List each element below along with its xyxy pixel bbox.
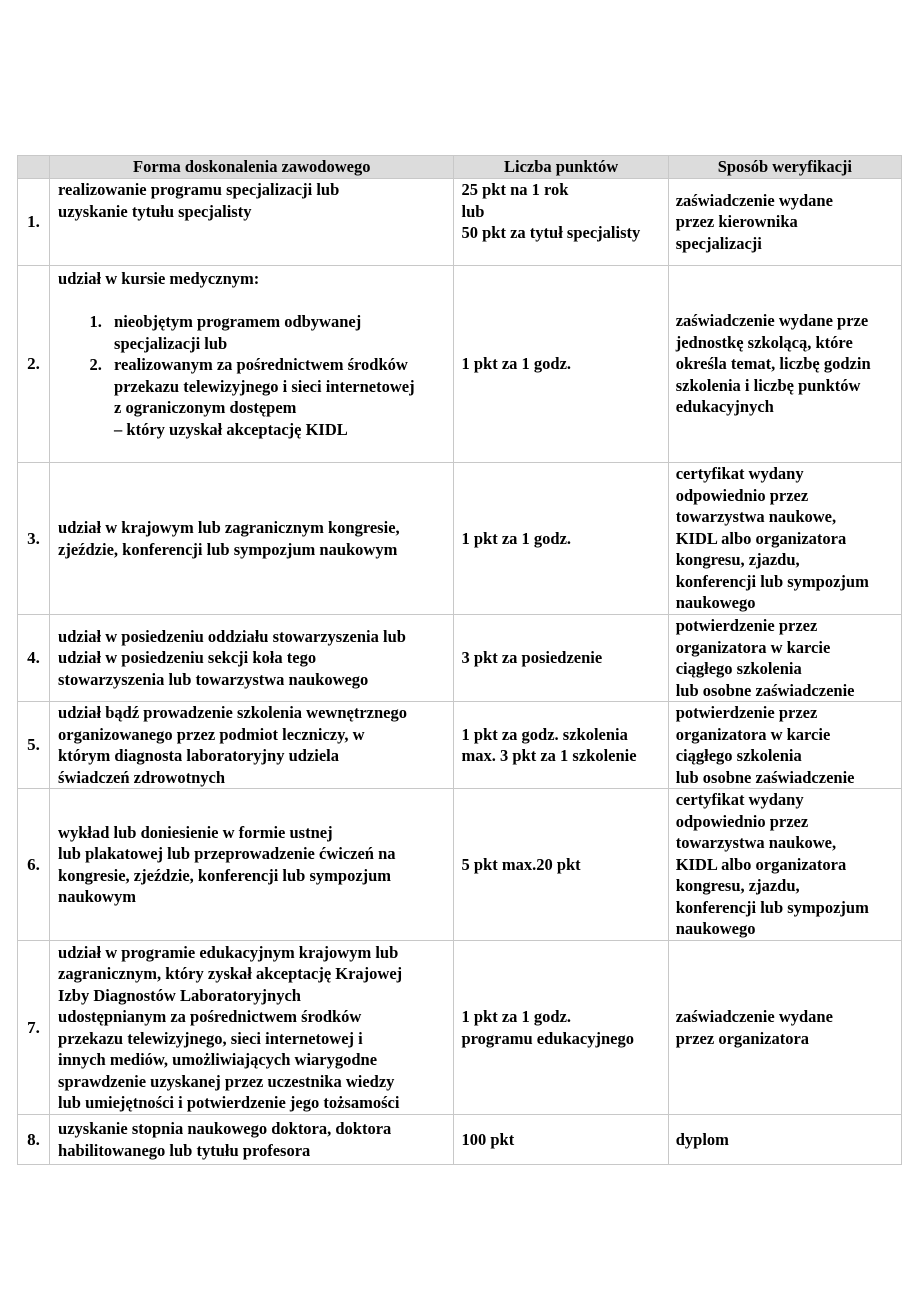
row-form bbox=[50, 179, 454, 266]
form-line: stowarzyszenia lub towarzystwa naukowego bbox=[58, 669, 369, 689]
verification-line: KIDL albo organizatora bbox=[675, 854, 847, 874]
form-line: realizowanie programu specjalizacji lub bbox=[58, 180, 340, 199]
verification-line: organizatora w karcie bbox=[675, 637, 831, 657]
header-form: Forma doskonalenia zawodowego bbox=[50, 156, 454, 179]
verification-line: kongresu, zjazdu, bbox=[675, 876, 800, 896]
verification-line: przez kierownika bbox=[675, 212, 798, 232]
points-line: 3 pkt za posiedzenie bbox=[461, 648, 603, 668]
verification-line: zaświadczenie wydane prze bbox=[675, 311, 869, 331]
form-line: udostępnianym za pośrednictwem środków bbox=[58, 1007, 362, 1026]
verification-line: lub osobne zaświadczenie bbox=[675, 680, 855, 700]
form-tail: – który uzyskał akceptację KIDL bbox=[114, 419, 348, 439]
row-form bbox=[50, 1115, 454, 1165]
table-row bbox=[18, 615, 902, 702]
form-line: udział w krajowym lub zagranicznym kongresie, bbox=[58, 518, 400, 537]
form-line: uzyskanie stopnia naukowego doktora, doktora bbox=[58, 1119, 392, 1138]
verification-line: organizatora w karcie bbox=[675, 724, 831, 744]
verification-line: konferencji lub sympozjum bbox=[675, 571, 869, 591]
form-line: którym diagnosta laboratoryjny udziela bbox=[58, 746, 339, 765]
verification-line: zaświadczenie wydane bbox=[675, 1007, 833, 1026]
points-line: lub bbox=[461, 201, 485, 221]
verification-line: towarzystwa naukowe, bbox=[675, 833, 837, 853]
verification-line: lub osobne zaświadczenie bbox=[675, 767, 855, 787]
verification-line: ciągłego szkolenia bbox=[675, 746, 802, 765]
row-verification bbox=[668, 266, 901, 463]
row-points bbox=[454, 789, 668, 941]
verification-line: szkolenia i liczbę punktów bbox=[675, 375, 861, 395]
table-row bbox=[18, 1115, 902, 1165]
form-line: udział w posiedzeniu sekcji koła tego bbox=[58, 648, 317, 668]
row-verification bbox=[668, 179, 901, 266]
form-line: udział w posiedzeniu oddziału stowarzyszenia lub bbox=[58, 626, 406, 646]
row-points bbox=[454, 615, 668, 702]
form-line: organizowanego przez podmiot leczniczy, w bbox=[58, 724, 365, 744]
points-line: max. 3 pkt za 1 szkolenie bbox=[461, 746, 637, 765]
row-number: 5. bbox=[18, 702, 50, 789]
verification-line: specjalizacji bbox=[675, 233, 762, 253]
row-number: 3. bbox=[18, 463, 50, 615]
row-number: 2. bbox=[18, 266, 50, 463]
verification-line: towarzystwa naukowe, bbox=[675, 507, 837, 527]
row-points bbox=[454, 941, 668, 1115]
form-line: udział bądź prowadzenie szkolenia wewnętrznego bbox=[58, 703, 407, 722]
row-number: 4. bbox=[18, 615, 50, 702]
verification-line: potwierdzenie przez bbox=[675, 616, 818, 635]
row-verification bbox=[668, 941, 901, 1115]
verification-line: KIDL albo organizatora bbox=[675, 528, 847, 548]
row-number: 6. bbox=[18, 789, 50, 941]
row-form bbox=[50, 615, 454, 702]
row-number: 8. bbox=[18, 1115, 50, 1165]
verification-line: potwierdzenie przez bbox=[675, 703, 818, 722]
row-verification bbox=[668, 789, 901, 941]
verification-line: jednostkę szkolącą, które bbox=[675, 332, 853, 352]
row-form bbox=[50, 789, 454, 941]
table-row bbox=[18, 266, 902, 463]
list-item: 1. nieobjętym programem odbywanej specjalizacji lub bbox=[106, 311, 449, 354]
row-verification bbox=[668, 1115, 901, 1165]
verification-line: naukowego bbox=[675, 919, 756, 939]
row-points bbox=[454, 266, 668, 463]
row-verification bbox=[668, 702, 901, 789]
row-verification bbox=[668, 463, 901, 615]
verification-line: konferencji lub sympozjum bbox=[675, 897, 869, 917]
form-line: zjeździe, konferencji lub sympozjum naukowym bbox=[58, 539, 398, 559]
form-line: uzyskanie tytułu specjalisty bbox=[58, 201, 252, 221]
verification-line: edukacyjnych bbox=[675, 397, 774, 417]
form-line: świadczeń zdrowotnych bbox=[58, 767, 226, 787]
table-row bbox=[18, 463, 902, 615]
points-line: 1 pkt za 1 godz. bbox=[461, 1007, 572, 1026]
table-header-row bbox=[18, 156, 902, 179]
points-line: 50 pkt za tytuł specjalisty bbox=[461, 223, 641, 242]
points-line: 25 pkt na 1 rok bbox=[461, 180, 569, 199]
row-form bbox=[50, 463, 454, 615]
header-number bbox=[18, 156, 50, 179]
table-row bbox=[18, 702, 902, 789]
training-points-table bbox=[17, 155, 902, 1165]
table-row bbox=[18, 789, 902, 941]
row-number: 1. bbox=[18, 179, 50, 266]
form-line: lub plakatowej lub przeprowadzenie ćwiczeń na bbox=[58, 844, 396, 863]
points-line: 1 pkt za 1 godz. bbox=[461, 354, 572, 374]
verification-line: certyfikat wydany bbox=[675, 790, 804, 810]
form-line: lub umiejętności i potwierdzenie jego tożsamości bbox=[58, 1093, 400, 1112]
verification-line: odpowiednio przez bbox=[675, 811, 809, 831]
form-line: innych mediów, umożliwiających wiarygodne bbox=[58, 1050, 378, 1069]
row-number: 7. bbox=[18, 941, 50, 1115]
row-verification bbox=[668, 615, 901, 702]
verification-line: dyplom bbox=[675, 1129, 729, 1149]
form-intro: udział w kursie medycznym: bbox=[58, 269, 260, 288]
form-line: wykład lub doniesienie w formie ustnej bbox=[58, 822, 333, 842]
table-row bbox=[18, 941, 902, 1115]
header-verification: Sposób weryfikacji bbox=[668, 156, 901, 179]
verification-line: ciągłego szkolenia bbox=[675, 659, 802, 678]
verification-line: odpowiednio przez bbox=[675, 485, 809, 505]
verification-line: zaświadczenie wydane bbox=[675, 190, 833, 210]
form-line: sprawdzenie uzyskanej przez uczestnika wiedzy bbox=[58, 1071, 395, 1091]
verification-line: naukowego bbox=[675, 593, 756, 613]
row-points bbox=[454, 463, 668, 615]
row-points bbox=[454, 179, 668, 266]
row-form bbox=[50, 702, 454, 789]
form-line: habilitowanego lub tytułu profesora bbox=[58, 1140, 311, 1160]
verification-line: kongresu, zjazdu, bbox=[675, 550, 800, 570]
form-line: Izby Diagnostów Laboratoryjnych bbox=[58, 985, 301, 1005]
form-line: naukowym bbox=[58, 887, 136, 906]
row-points bbox=[454, 1115, 668, 1165]
form-line: zagranicznym, który zyskał akceptację Krajowej bbox=[58, 964, 403, 983]
points-line: 100 pkt bbox=[461, 1129, 515, 1149]
table-row bbox=[18, 179, 902, 266]
row-form bbox=[50, 941, 454, 1115]
row-points bbox=[454, 702, 668, 789]
form-line: kongresie, zjeździe, konferencji lub sympozjum bbox=[58, 865, 392, 885]
points-line: 5 pkt max.20 pkt bbox=[461, 854, 581, 874]
points-line: 1 pkt za 1 godz. bbox=[461, 528, 572, 548]
row-form bbox=[50, 266, 454, 463]
points-line: 1 pkt za godz. szkolenia bbox=[461, 724, 628, 744]
points-line: programu edukacyjnego bbox=[461, 1028, 634, 1048]
form-line: przekazu telewizyjnego, sieci internetowej i bbox=[58, 1028, 363, 1048]
header-points: Liczba punktów bbox=[454, 156, 668, 179]
verification-line: określa temat, liczbę godzin bbox=[675, 354, 871, 374]
form-line: udział w programie edukacyjnym krajowym lub bbox=[58, 942, 399, 962]
course-type-list bbox=[58, 311, 449, 419]
verification-line: przez organizatora bbox=[675, 1028, 810, 1048]
verification-line: certyfikat wydany bbox=[675, 464, 804, 484]
list-item: 2. realizowanym za pośrednictwem środków przekazu telewizyjnego i sieci internetowej z ograniczonym dostępem bbox=[106, 354, 449, 419]
